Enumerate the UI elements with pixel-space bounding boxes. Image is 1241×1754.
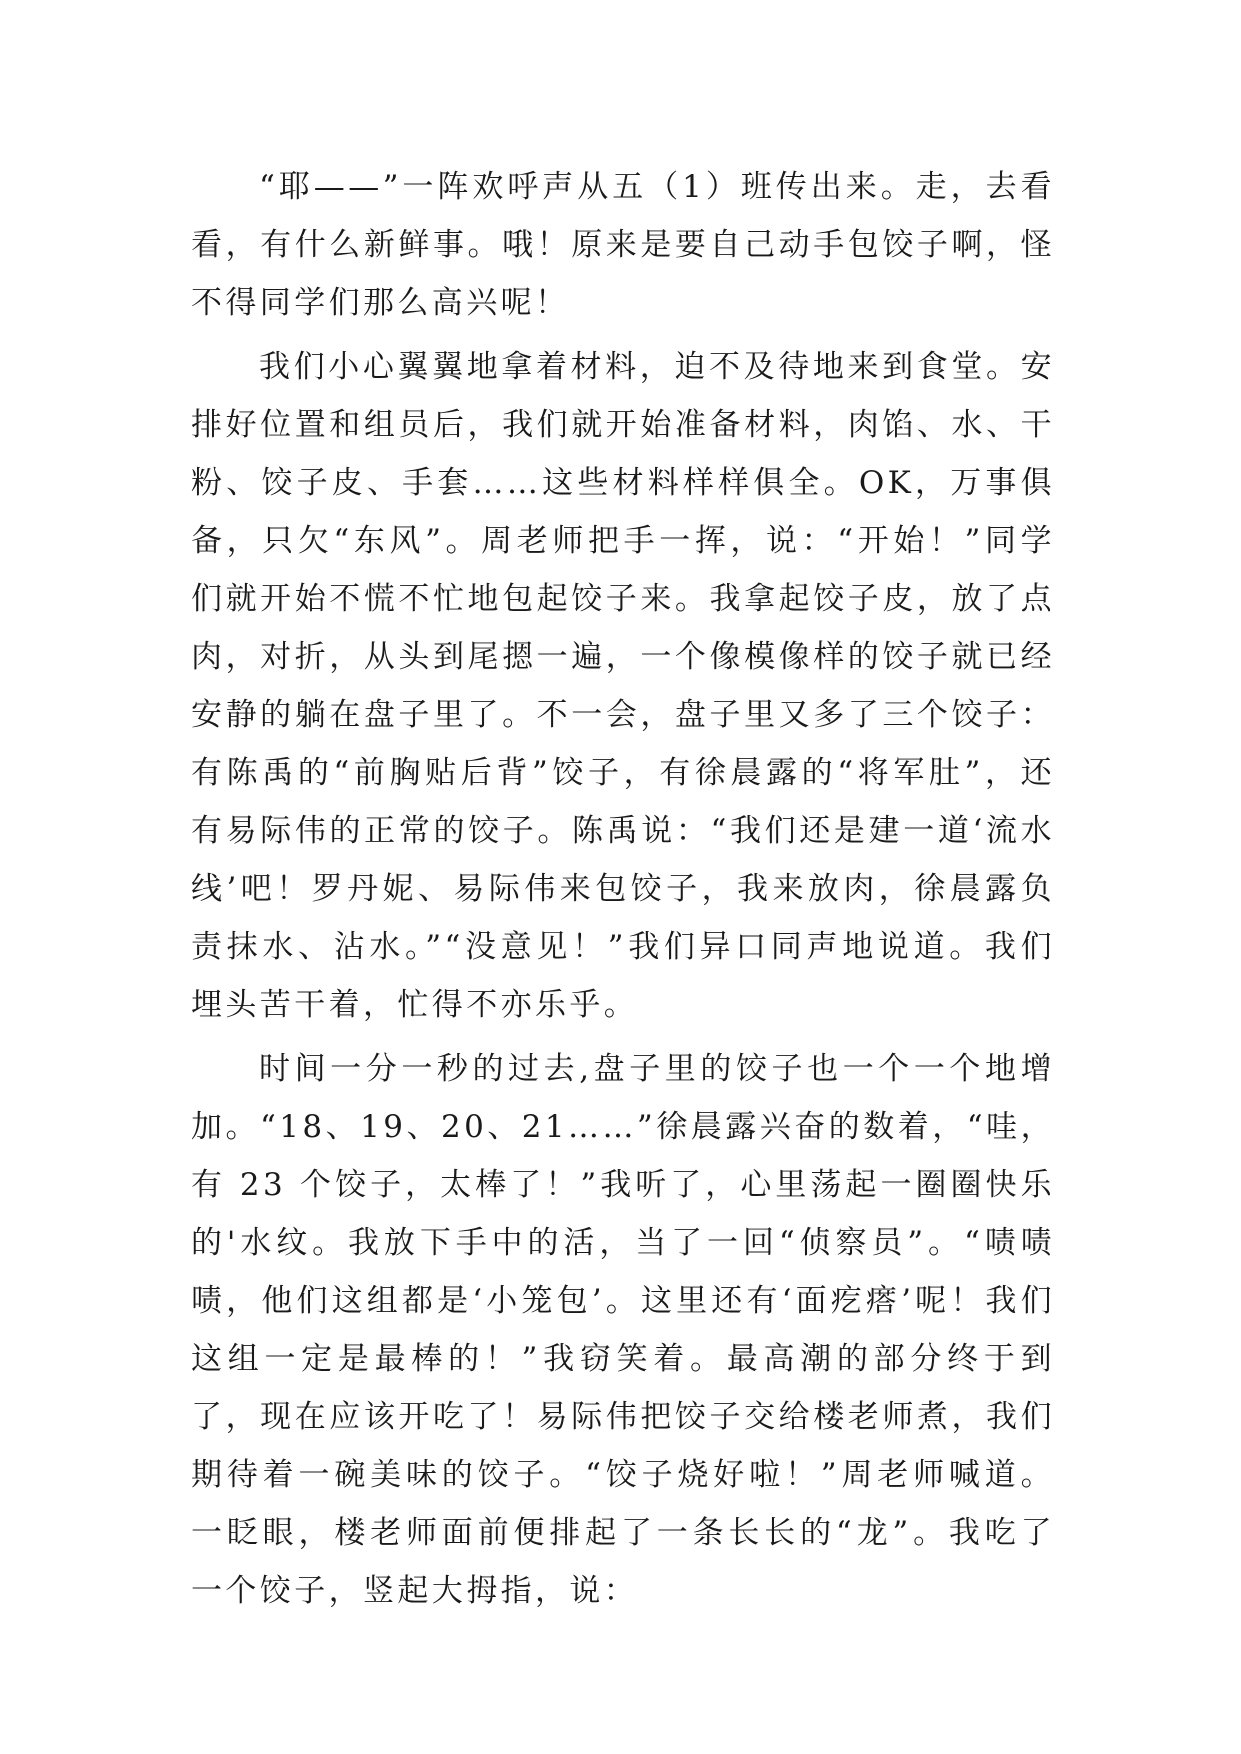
paragraph-3: 时间一分一秒的过去,盘子里的饺子也一个一个地增加。“18、19、20、21……”徐晨露兴奋的数着，“哇，有 23 个饺子，太棒了！”我听了，心里荡起一圈圈快乐的'水纹。我放下手中的活，当了一回“侦察员”。“啧啧啧，他们这组都是‘小笼包’。这里还有‘面疙瘩’呢！我们这组一定是最棒的！”我窃笑着。最高潮的部分终于到了，现在应该开吃了！易际伟把饺子交给楼老师煮，我们期待着一碗美味的饺子。“饺子烧好啦！”周老师喊道。一眨眼，楼老师面前便排起了一条长长的“龙”。我吃了一个饺子，竖起大拇指，说：: [191, 1051, 1055, 1609]
paragraph-1: “耶——”一阵欢呼声从五（1）班传出来。走，去看看，有什么新鲜事。哦！原来是要自己动手包饺子啊，怪不得同学们那么高兴呢！: [191, 169, 1055, 321]
paragraph-2: 我们小心翼翼地拿着材料，迫不及待地来到食堂。安排好位置和组员后，我们就开始准备材料，肉馅、水、干粉、饺子皮、手套……这些材料样样俱全。OK，万事俱备，只欠“东风”。周老师把手一挥，说：“开始！”同学们就开始不慌不忙地包起饺子来。我拿起饺子皮，放了点肉，对折，从头到尾摁一遍，一个像模像样的饺子就已经安静的躺在盘子里了。不一会，盘子里又多了三个饺子：有陈禹的“前胸贴后背”饺子，有徐晨露的“将军肚”，还有易际伟的正常的饺子。陈禹说：“我们还是建一道‘流水线’吧！罗丹妮、易际伟来包饺子，我来放肉，徐晨露负责抹水、沾水。”“没意见！”我们异口同声地说道。我们埋头苦干着，忙得不亦乐乎。: [191, 349, 1055, 1023]
article-body: [191, 158, 1055, 1626]
